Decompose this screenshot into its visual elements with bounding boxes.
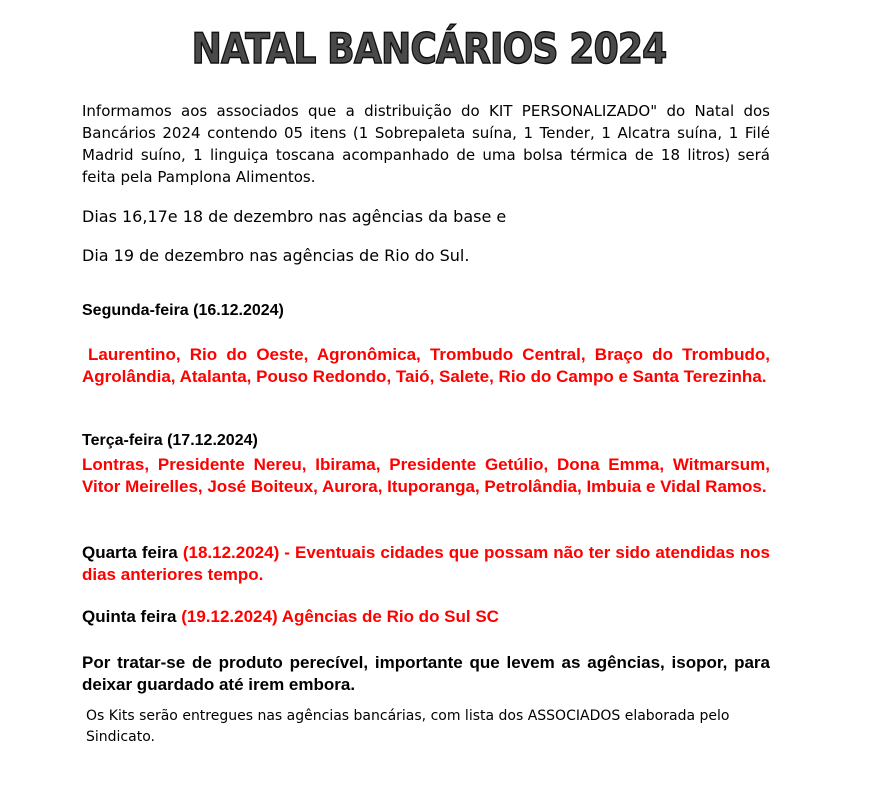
- schedule-line-base: Dias 16,17e 18 de dezembro nas agências da base e: [82, 207, 507, 226]
- tuesday-cities: Lontras, Presidente Nereu, Ibirama, Presidente Getúlio, Dona Emma, Witmarsum, Vitor Meirelles, José Boiteux, Aurora, Ituporanga, Petrolândia, Imbuia e Vidal Ramos.: [82, 455, 770, 496]
- thursday-label: Quinta feira: [82, 607, 177, 626]
- wednesday-label: Quarta feira: [82, 543, 178, 562]
- wednesday-block: [82, 542, 770, 586]
- delivery-note: Os Kits serão entregues nas agências bancárias, com lista dos ASSOCIADOS elaborada pelo Sindicato.: [86, 708, 730, 745]
- schedule-line-rio-do-sul: Dia 19 de dezembro nas agências de Rio do Sul.: [82, 246, 470, 265]
- page-title: NATAL BANCÁRIOS 2024: [191, 24, 667, 73]
- monday-cities: Laurentino, Rio do Oeste, Agronômica, Trombudo Central, Braço do Trombudo, Agrolândia, Atalanta, Pouso Redondo, Taió, Salete, Rio do Campo e Santa Terezinha.: [82, 345, 770, 386]
- intro-paragraph: Informamos aos associados que a distribuição do KIT PERSONALIZADO" do Natal dos Bancários 2024 contendo 05 itens (1 Sobrepaleta suína, 1 Tender, 1 Alcatra suína, 1 Filé Madrid suíno, 1 linguiça toscana acompanhado de uma bolsa térmica de 18 litros) será feita pela Pamplona Alimentos.: [82, 102, 770, 186]
- perishable-warning: Por tratar-se de produto perecível, importante que levem as agências, isopor, para deixar guardado até irem embora.: [82, 653, 770, 694]
- monday-heading: Segunda-feira (16.12.2024): [82, 302, 284, 319]
- thursday-block: [82, 606, 770, 628]
- tuesday-heading: Terça-feira (17.12.2024): [82, 432, 258, 449]
- thursday-detail: (19.12.2024) Agências de Rio do Sul SC: [181, 607, 499, 626]
- wednesday-detail: (18.12.2024) - Eventuais cidades que possam não ter sido atendidas nos dias anteriores tempo.: [82, 543, 770, 584]
